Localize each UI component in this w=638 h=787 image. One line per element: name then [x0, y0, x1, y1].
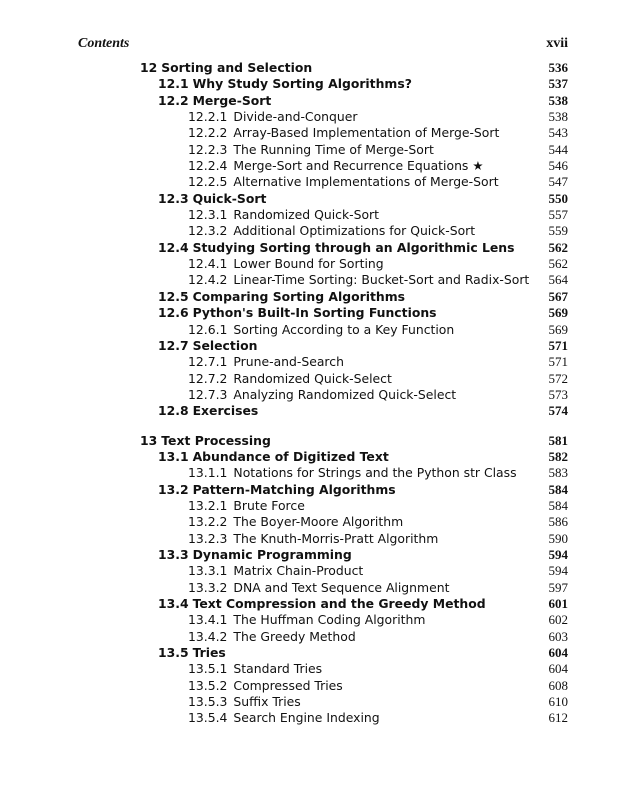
- entry-title: [188, 125, 503, 141]
- entry-title: [188, 256, 388, 272]
- toc-chapter-entry[interactable]: [140, 433, 568, 449]
- toc-subsection-entry[interactable]: [140, 661, 568, 677]
- entry-title: [158, 645, 230, 661]
- entry-number: 13.1.1: [188, 465, 228, 481]
- entry-page-number: 604: [544, 661, 569, 677]
- entry-title-text: Notations for Strings and the Python str Class: [233, 465, 517, 481]
- entry-title: [188, 580, 453, 596]
- entry-title: [158, 191, 270, 207]
- toc-subsection-entry[interactable]: [140, 612, 568, 628]
- toc-subsection-entry[interactable]: [140, 109, 568, 125]
- entry-number: 13.5.4: [188, 710, 228, 726]
- entry-number: 13.1: [158, 448, 189, 464]
- entry-number: 13: [140, 432, 158, 448]
- entry-number: 13.2: [158, 481, 189, 497]
- running-header-page-number: xvii: [546, 36, 568, 51]
- entry-title: [188, 322, 458, 338]
- entry-number: 12.2.2: [188, 125, 228, 141]
- entry-title: [188, 272, 533, 288]
- entry-number: 12.7: [158, 337, 189, 353]
- entry-number: 13.2.3: [188, 530, 228, 546]
- entry-number: 12.4.1: [188, 256, 228, 272]
- entry-title: [158, 482, 400, 498]
- toc-subsection-entry[interactable]: [140, 531, 568, 547]
- entry-page-number: 610: [544, 694, 569, 710]
- toc-subsection-entry[interactable]: [140, 125, 568, 141]
- toc-subsection-entry[interactable]: [140, 580, 568, 596]
- toc-section-entry[interactable]: [140, 403, 568, 419]
- entry-number: 12.3.1: [188, 207, 228, 223]
- entry-title: [158, 449, 393, 465]
- entry-title: [188, 142, 438, 158]
- entry-title-text: The Greedy Method: [233, 628, 356, 644]
- entry-title-text: Prune-and-Search: [233, 354, 344, 370]
- toc-chapter-entry[interactable]: [140, 60, 568, 76]
- entry-number: 12.7.1: [188, 354, 228, 370]
- entry-title-text: Standard Tries: [233, 661, 323, 677]
- entry-title: [140, 433, 275, 449]
- entry-page-number: 583: [544, 465, 569, 481]
- entry-page-number: 547: [544, 174, 569, 190]
- entry-number: 13.5.1: [188, 661, 228, 677]
- entry-title: [158, 289, 409, 305]
- toc-subsection-entry[interactable]: [140, 322, 568, 338]
- entry-number: 13.3.2: [188, 579, 228, 595]
- toc-subsection-entry[interactable]: [140, 694, 568, 710]
- entry-number: 12.2.3: [188, 141, 228, 157]
- entry-title: [158, 240, 519, 256]
- entry-title-text: The Boyer-Moore Algorithm: [233, 514, 404, 530]
- toc-section-entry[interactable]: [140, 547, 568, 563]
- entry-number: 13.5: [158, 645, 189, 661]
- entry-title: [188, 563, 367, 579]
- entry-title-text: The Knuth-Morris-Pratt Algorithm: [233, 530, 439, 546]
- entry-title: [188, 612, 429, 628]
- entry-number: 13.4: [158, 596, 189, 611]
- entry-title: [158, 76, 416, 92]
- entry-number: 12.2.1: [188, 109, 228, 125]
- entry-page-number: 546: [544, 158, 569, 174]
- entry-title-text: Sorting According to a Key Function: [233, 321, 455, 337]
- entry-title-text: Comparing Sorting Algorithms: [192, 288, 406, 304]
- entry-number: 13.3.1: [188, 563, 228, 579]
- running-header-title: Contents: [78, 36, 130, 51]
- toc-section-entry[interactable]: [140, 191, 568, 207]
- entry-page-number: 597: [544, 580, 569, 596]
- entry-number: 12.6: [158, 305, 189, 321]
- entry-title: [188, 514, 407, 530]
- entry-title: [188, 531, 442, 547]
- entry-title: [158, 403, 262, 419]
- entry-number: 13.5.2: [188, 677, 228, 693]
- entry-page-number: 569: [544, 322, 569, 338]
- entry-page-number: 590: [544, 531, 569, 547]
- entry-number: 12.2.4: [188, 158, 228, 174]
- toc-subsection-entry[interactable]: [140, 142, 568, 158]
- entry-page-number: 538: [544, 93, 569, 109]
- entry-title-text: Randomized Quick-Sort: [233, 207, 379, 223]
- toc-subsection-entry[interactable]: [140, 563, 568, 579]
- toc-section-entry[interactable]: [140, 596, 568, 612]
- entry-title-text: Lower Bound for Sorting: [233, 256, 384, 272]
- toc-subsection-entry[interactable]: [140, 207, 568, 223]
- entry-title: [188, 387, 460, 403]
- toc-section-entry[interactable]: [140, 305, 568, 321]
- entry-page-number: 571: [544, 338, 569, 354]
- toc-subsection-entry[interactable]: [140, 354, 568, 370]
- entry-page-number: 550: [544, 191, 569, 207]
- entry-title-text: DNA and Text Sequence Alignment: [233, 579, 450, 595]
- entry-title: [188, 465, 521, 481]
- toc-section-entry[interactable]: [140, 449, 568, 465]
- toc-subsection-entry[interactable]: [140, 514, 568, 530]
- entry-page-number: 603: [544, 629, 569, 645]
- entry-title-text: Alternative Implementations of Merge-Sort: [233, 174, 499, 190]
- table-of-contents: [140, 60, 568, 727]
- entry-page-number: 612: [544, 710, 569, 726]
- entry-title-text: Linear-Time Sorting: Bucket-Sort and Radix-Sort: [233, 272, 530, 288]
- toc-subsection-entry[interactable]: [140, 272, 568, 288]
- entry-number: 13.2.1: [188, 497, 228, 513]
- entry-page-number: 537: [544, 76, 569, 92]
- entry-page-number: 594: [544, 547, 569, 563]
- entry-title-text: Randomized Quick-Select: [233, 370, 392, 386]
- entry-page-number: 601: [544, 596, 569, 612]
- entry-number: 13.4.1: [188, 612, 228, 628]
- entry-page-number: 567: [544, 289, 569, 305]
- toc-subsection-entry[interactable]: [140, 465, 568, 481]
- entry-page-number: 557: [544, 207, 569, 223]
- entry-page-number: 571: [544, 354, 569, 370]
- toc-subsection-entry[interactable]: [140, 158, 568, 174]
- toc-section-entry[interactable]: [140, 645, 568, 661]
- entry-title-text: Divide-and-Conquer: [233, 109, 358, 125]
- toc-section-entry[interactable]: [140, 93, 568, 109]
- toc-subsection-entry[interactable]: [140, 498, 568, 514]
- toc-subsection-entry[interactable]: [140, 678, 568, 694]
- toc-subsection-entry[interactable]: [140, 371, 568, 387]
- entry-page-number: 559: [544, 223, 569, 239]
- entry-number: 12.6.1: [188, 321, 228, 337]
- entry-number: 12.3: [158, 190, 189, 206]
- entry-title-text: Selection: [192, 337, 258, 353]
- entry-title-text: Analyzing Randomized Quick-Select: [233, 386, 457, 402]
- entry-title: [188, 174, 503, 190]
- entry-page-number: 604: [544, 645, 569, 661]
- toc-subsection-entry[interactable]: [140, 223, 568, 239]
- entry-number: 12.2.5: [188, 174, 228, 190]
- entry-page-number: 582: [544, 449, 569, 465]
- entry-title-text: Sorting and Selection: [161, 60, 313, 75]
- entry-page-number: 562: [544, 240, 569, 256]
- entry-page-number: 608: [544, 678, 569, 694]
- entry-number: 12.4.2: [188, 272, 228, 288]
- entry-page-number: 543: [544, 125, 569, 141]
- entry-title: [188, 158, 487, 174]
- entry-title-text: Studying Sorting through an Algorithmic Lens: [192, 239, 515, 255]
- entry-title-text: Merge-Sort: [192, 92, 272, 108]
- toc-section-entry[interactable]: [140, 240, 568, 256]
- entry-title-text: Why Study Sorting Algorithms?: [192, 76, 412, 92]
- entry-number: 12.8: [158, 403, 189, 419]
- entry-title: [158, 338, 261, 354]
- entry-title-text: Matrix Chain-Product: [233, 563, 364, 579]
- entry-number: 12.1: [158, 76, 189, 92]
- toc-subsection-entry[interactable]: [140, 710, 568, 726]
- entry-page-number: 562: [544, 256, 569, 272]
- entry-number: 13.4.2: [188, 628, 228, 644]
- entry-title-text: Quick-Sort: [192, 190, 267, 206]
- entry-page-number: 544: [544, 142, 569, 158]
- chapter-spacer: [140, 420, 568, 433]
- entry-title-text: Merge-Sort and Recurrence Equations ★: [233, 158, 484, 174]
- running-header: [78, 36, 568, 54]
- toc-subsection-entry[interactable]: [140, 256, 568, 272]
- entry-page-number: 569: [544, 305, 569, 321]
- entry-title: [188, 207, 383, 223]
- entry-title-text: Dynamic Programming: [192, 546, 352, 562]
- entry-page-number: 573: [544, 387, 569, 403]
- entry-title: [188, 371, 396, 387]
- entry-title-text: Suffix Tries: [233, 694, 301, 710]
- entry-title-text: Compressed Tries: [233, 677, 343, 693]
- entry-title-text: Brute Force: [233, 497, 305, 513]
- toc-section-entry[interactable]: [140, 482, 568, 498]
- entry-page-number: 572: [544, 371, 569, 387]
- entry-number: 12.7.2: [188, 370, 228, 386]
- entry-title: [158, 93, 275, 109]
- entry-title-text: The Huffman Coding Algorithm: [233, 612, 426, 628]
- entry-number: 13.3: [158, 546, 189, 562]
- entry-title: [188, 354, 348, 370]
- entry-title: [188, 109, 361, 125]
- entry-title-text: Text Processing: [161, 432, 271, 448]
- entry-title: [158, 596, 490, 612]
- entry-title: [158, 547, 356, 563]
- toc-subsection-entry[interactable]: [140, 629, 568, 645]
- entry-page-number: 564: [544, 272, 569, 288]
- entry-title: [140, 60, 316, 76]
- entry-title-text: Text Compression and the Greedy Method: [192, 596, 486, 611]
- entry-title-text: Tries: [192, 645, 226, 661]
- entry-title: [188, 694, 305, 710]
- toc-subsection-entry[interactable]: [140, 174, 568, 190]
- toc-section-entry[interactable]: [140, 289, 568, 305]
- entry-page-number: 584: [544, 482, 569, 498]
- entry-page-number: 574: [544, 403, 569, 419]
- entry-title: [188, 629, 360, 645]
- toc-section-entry[interactable]: [140, 76, 568, 92]
- entry-page-number: 538: [544, 109, 569, 125]
- entry-title-text: Pattern-Matching Algorithms: [192, 481, 396, 497]
- entry-page-number: 581: [544, 433, 569, 449]
- entry-title-text: Search Engine Indexing: [233, 710, 380, 726]
- entry-page-number: 602: [544, 612, 569, 628]
- entry-number: 13.5.3: [188, 694, 228, 710]
- entry-title: [188, 498, 309, 514]
- entry-page-number: 586: [544, 514, 569, 530]
- entry-number: 13.2.2: [188, 514, 228, 530]
- toc-section-entry[interactable]: [140, 338, 568, 354]
- entry-number: 12.5: [158, 288, 189, 304]
- entry-number: 12.2: [158, 92, 189, 108]
- entry-page-number: 594: [544, 563, 569, 579]
- entry-number: 12.4: [158, 239, 189, 255]
- entry-page-number: 584: [544, 498, 569, 514]
- entry-title-text: Abundance of Digitized Text: [192, 448, 389, 464]
- entry-title: [188, 661, 326, 677]
- entry-page-number: 536: [544, 60, 569, 76]
- entry-number: 12.3.2: [188, 223, 228, 239]
- entry-title-text: Exercises: [192, 403, 259, 419]
- entry-title: [188, 223, 479, 239]
- entry-number: 12.7.3: [188, 386, 228, 402]
- entry-title-text: Array-Based Implementation of Merge-Sort: [233, 125, 500, 141]
- entry-title-text: The Running Time of Merge-Sort: [233, 141, 434, 157]
- entry-title: [158, 305, 441, 321]
- entry-title-text: Additional Optimizations for Quick-Sort: [233, 223, 476, 239]
- entry-title-text: Python's Built-In Sorting Functions: [192, 305, 437, 321]
- entry-title: [188, 710, 384, 726]
- entry-number: 12: [140, 60, 158, 75]
- entry-title: [188, 678, 347, 694]
- toc-subsection-entry[interactable]: [140, 387, 568, 403]
